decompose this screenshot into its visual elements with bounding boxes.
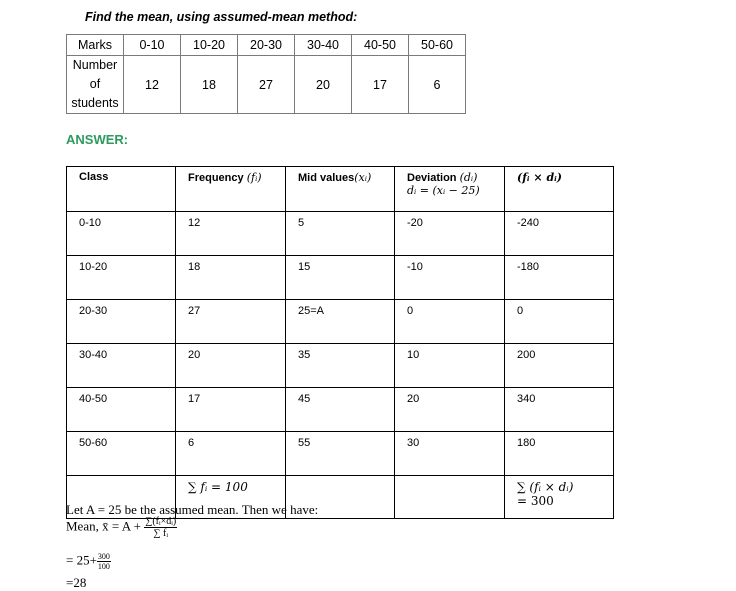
deviation-cell: 30 — [395, 432, 505, 476]
frequency-cell: 20 — [176, 344, 286, 388]
mean-formula — [66, 516, 177, 539]
table-row — [67, 300, 614, 344]
product-cell: 340 — [505, 388, 614, 432]
header-mid-symbol: (xᵢ) — [354, 171, 372, 184]
result: =28 — [66, 575, 87, 590]
answer-table — [66, 166, 614, 519]
deviation-cell: 0 — [395, 300, 505, 344]
mid-cell: 5 — [286, 212, 395, 256]
class-cell: 50-60 — [409, 35, 466, 56]
mean-denominator: ∑ fᵢ — [153, 528, 169, 539]
header-class — [67, 167, 176, 212]
students-label-line: students — [71, 96, 119, 110]
frequency-cell: 27 — [176, 300, 286, 344]
students-label-line: Number — [72, 58, 118, 72]
question-text: Find the mean, using assumed-mean method: — [85, 10, 358, 24]
class-cell: 50-60 — [67, 432, 176, 476]
header-mid-text: Mid values — [298, 172, 355, 184]
mean-fraction — [144, 516, 177, 539]
students-row — [67, 56, 466, 114]
frequency-cell: 17 — [176, 388, 286, 432]
class-cell: 0-10 — [124, 35, 181, 56]
step-two — [66, 552, 111, 571]
deviation-cell: -20 — [395, 212, 505, 256]
product-cell: 180 — [505, 432, 614, 476]
frequency-cell: 27 — [238, 56, 295, 114]
header-class-text: Class — [79, 171, 109, 183]
marks-label: Marks — [67, 35, 124, 56]
marks-row — [67, 35, 466, 56]
mean-prefix: Mean, x̄ = A + — [66, 518, 141, 534]
students-label-line: of — [89, 77, 101, 91]
total-product — [505, 476, 614, 519]
step-two-denominator: 100 — [97, 562, 110, 571]
table-row — [67, 344, 614, 388]
mid-cell: 35 — [286, 344, 395, 388]
class-cell: 40-50 — [67, 388, 176, 432]
product-cell: -240 — [505, 212, 614, 256]
class-cell: 20-30 — [67, 300, 176, 344]
header-deviation-text: Deviation — [407, 172, 457, 184]
header-product: (fᵢ × dᵢ) — [505, 167, 614, 212]
class-cell: 30-40 — [67, 344, 176, 388]
header-row — [67, 167, 614, 212]
answer-heading: ANSWER: — [66, 132, 129, 147]
mid-cell: 25=A — [286, 300, 395, 344]
header-frequency — [176, 167, 286, 212]
product-cell: 200 — [505, 344, 614, 388]
mid-cell: 45 — [286, 388, 395, 432]
frequency-cell: 20 — [295, 56, 352, 114]
frequency-cell: 18 — [176, 256, 286, 300]
mean-numerator: ∑(fᵢ×dᵢ) — [145, 516, 177, 527]
mid-cell: 15 — [286, 256, 395, 300]
product-cell: -180 — [505, 256, 614, 300]
header-frequency-symbol: (fᵢ) — [246, 171, 262, 184]
frequency-cell: 6 — [409, 56, 466, 114]
students-label — [67, 56, 124, 114]
total-frequency: ∑ fᵢ = 100 — [176, 476, 286, 519]
product-cell: 0 — [505, 300, 614, 344]
step-two-numerator: 300 — [97, 552, 110, 561]
solution-intro: Let A = 25 be the assumed mean. Then we have: — [66, 502, 319, 517]
frequency-cell: 18 — [181, 56, 238, 114]
class-cell: 0-10 — [67, 212, 176, 256]
deviation-cell: 20 — [395, 388, 505, 432]
class-cell: 20-30 — [238, 35, 295, 56]
mid-cell: 55 — [286, 432, 395, 476]
total-empty-cell — [395, 476, 505, 519]
class-cell: 10-20 — [181, 35, 238, 56]
frequency-cell: 12 — [124, 56, 181, 114]
frequency-cell: 12 — [176, 212, 286, 256]
total-product-line: ∑ (fᵢ × dᵢ) — [517, 480, 574, 494]
class-cell: 10-20 — [67, 256, 176, 300]
table-row — [67, 256, 614, 300]
class-cell: 30-40 — [295, 35, 352, 56]
deviation-cell: -10 — [395, 256, 505, 300]
total-product-line: = 300 — [517, 494, 554, 508]
frequency-cell: 17 — [352, 56, 409, 114]
table-row — [67, 212, 614, 256]
step-two-prefix: = 25+ — [66, 552, 97, 568]
header-deviation — [395, 167, 505, 212]
header-deviation-formula: dᵢ = (xᵢ − 25) — [407, 184, 480, 197]
header-mid — [286, 167, 395, 212]
frequency-cell: 6 — [176, 432, 286, 476]
header-frequency-text: Frequency — [188, 172, 244, 184]
class-cell: 40-50 — [352, 35, 409, 56]
table-row — [67, 388, 614, 432]
header-deviation-symbol: (dᵢ) — [459, 171, 478, 184]
table-row — [67, 432, 614, 476]
step-two-fraction — [97, 552, 111, 571]
deviation-cell: 10 — [395, 344, 505, 388]
question-table — [66, 34, 466, 114]
